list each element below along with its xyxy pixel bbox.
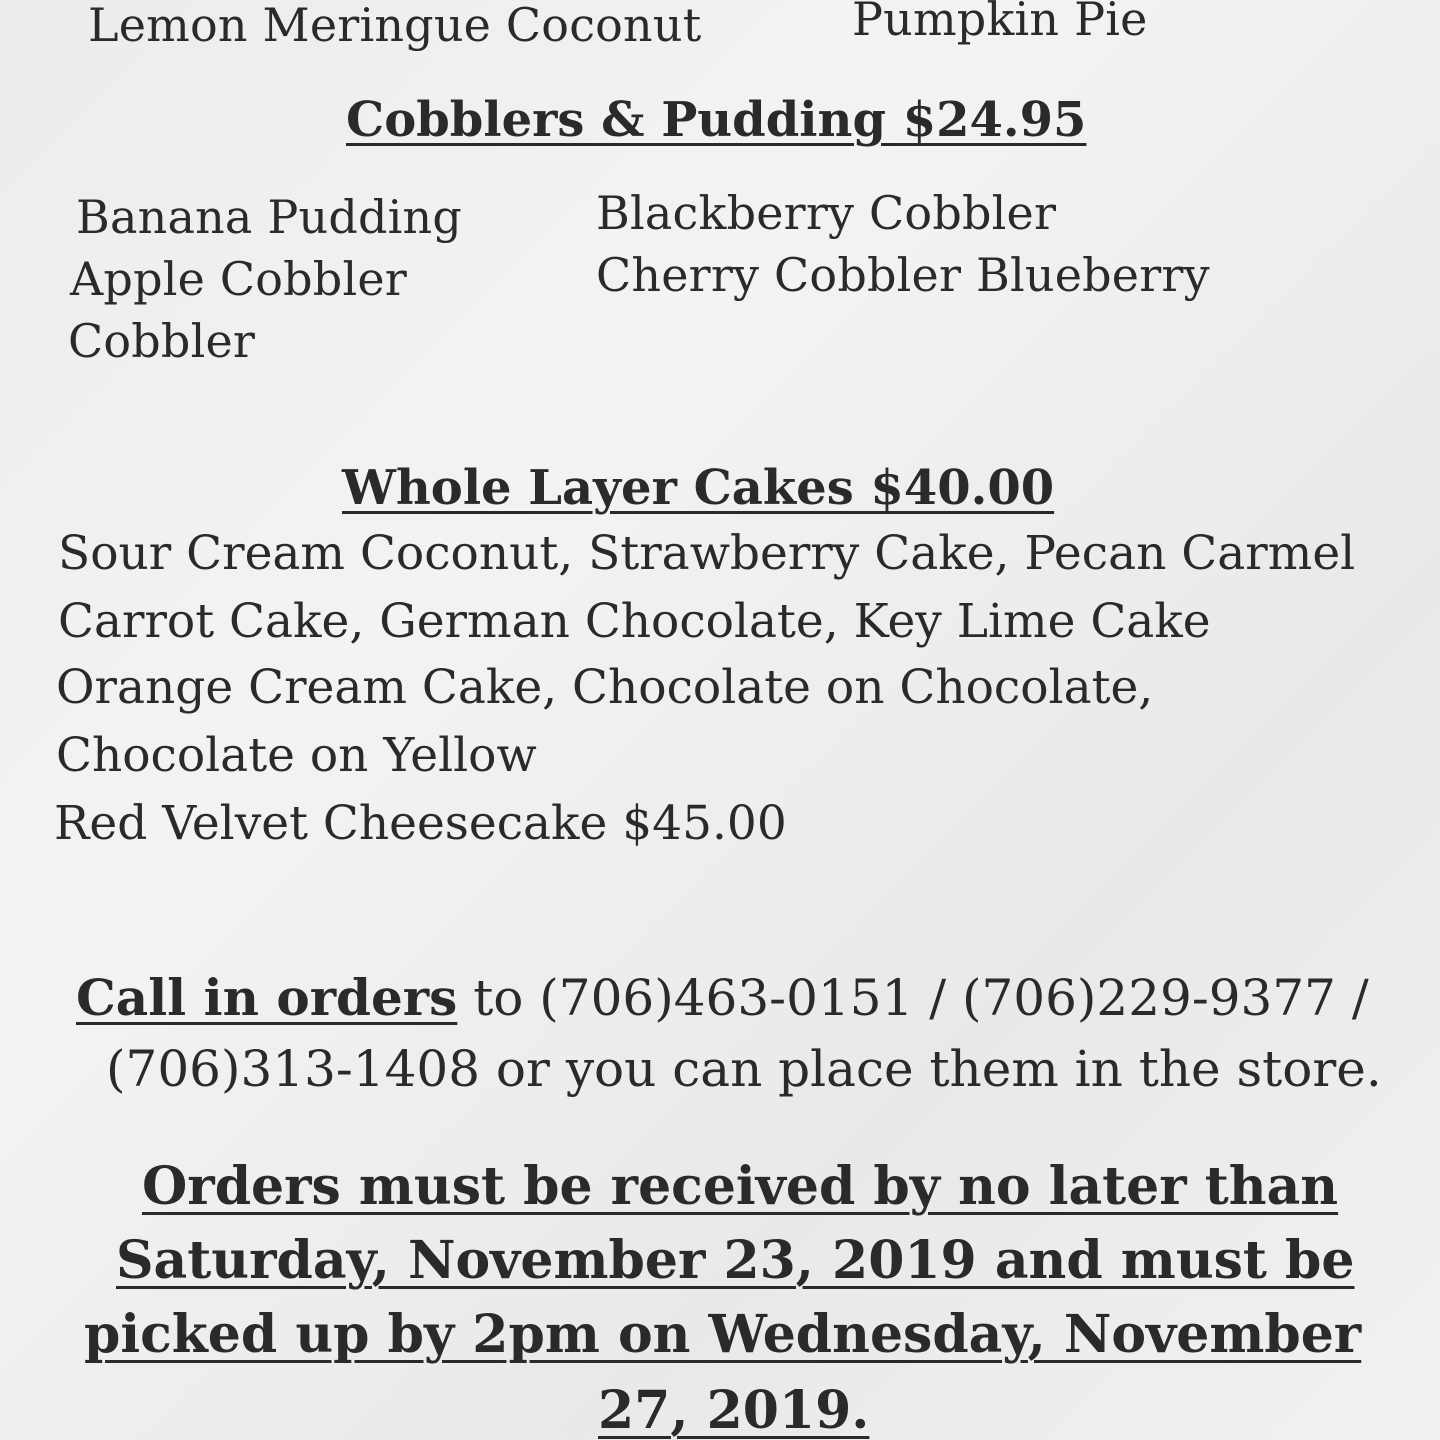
pie-item-pumpkin-pie: Pumpkin Pie	[852, 0, 1148, 46]
cobblers-heading: Cobblers & Pudding $24.95	[346, 92, 1087, 148]
cobbler-item: Banana Pudding	[76, 190, 463, 244]
cake-list-line: Carrot Cake, German Chocolate, Key Lime Cake	[58, 594, 1211, 649]
cobbler-item: Blackberry Cobbler	[596, 186, 1057, 240]
cake-list-line: Red Velvet Cheesecake $45.00	[54, 796, 787, 851]
cobbler-item: Apple Cobbler	[70, 252, 407, 306]
pie-item-lemon-meringue-coconut: Lemon Meringue Coconut	[88, 0, 702, 52]
cakes-heading: Whole Layer Cakes $40.00	[342, 460, 1055, 516]
cake-list-line: Chocolate on Yellow	[56, 728, 537, 783]
cake-list-line: Sour Cream Coconut, Strawberry Cake, Pecan Carmel	[58, 526, 1356, 581]
cobbler-item: Cobbler	[68, 314, 256, 368]
call-in-orders-line-2: (706)313-1408 or you can place them in the store.	[106, 1040, 1382, 1098]
cobbler-item: Cherry Cobbler Blueberry	[596, 248, 1210, 302]
deadline-line: Saturday, November 23, 2019 and must be	[116, 1230, 1355, 1291]
cake-list-line: Orange Cream Cake, Chocolate on Chocolate,	[56, 660, 1154, 715]
phone-numbers-text: to (706)463-0151 / (706)229-9377 /	[457, 969, 1369, 1027]
call-in-orders-line	[76, 968, 1369, 1027]
call-in-orders-label: Call in orders	[76, 968, 458, 1027]
deadline-line: 27, 2019.	[598, 1380, 870, 1440]
deadline-line: picked up by 2pm on Wednesday, November	[84, 1304, 1362, 1365]
deadline-line: Orders must be received by no later than	[142, 1156, 1339, 1217]
